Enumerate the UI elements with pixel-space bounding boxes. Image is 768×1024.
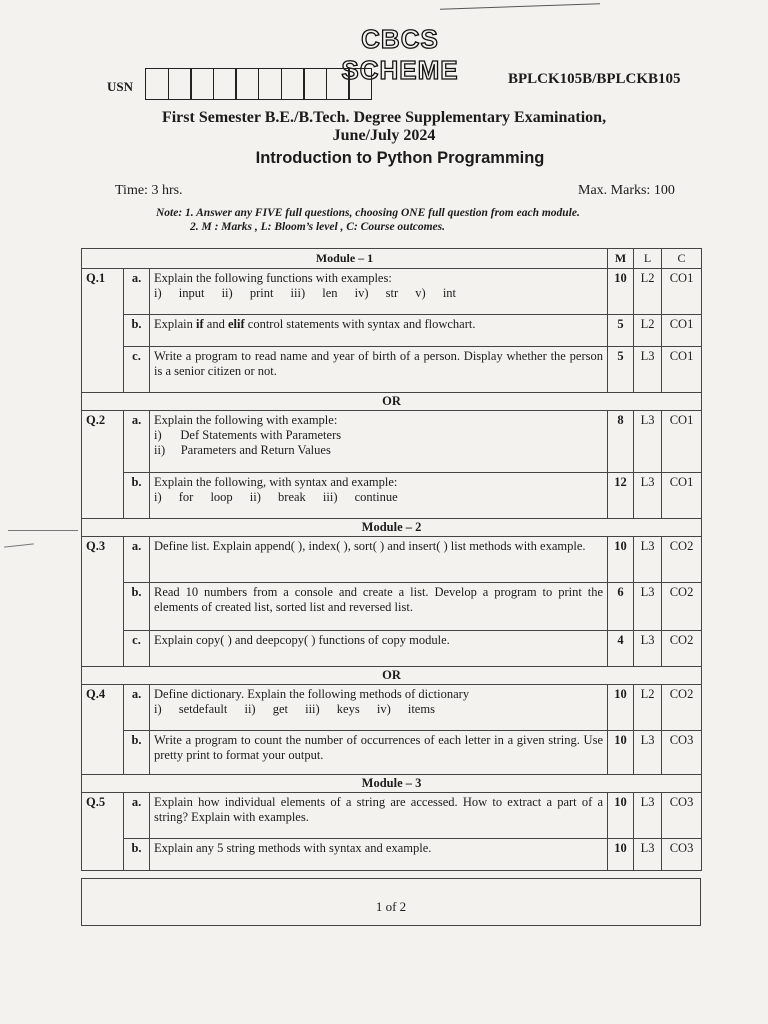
- question-text: Write a program to read name and year of birth of a person. Display whether the person is a senior citizen or not.: [150, 347, 608, 393]
- question-text: Explain copy( ) and deepcopy( ) functions of copy module.: [150, 631, 608, 667]
- usn-box: [235, 68, 259, 100]
- usn-box: [303, 68, 327, 100]
- time-allowed: Time: 3 hrs.: [115, 183, 183, 198]
- table-row: [82, 583, 702, 631]
- question-text: [150, 269, 608, 315]
- marks-col-header: M: [608, 249, 634, 269]
- table-row: [82, 537, 702, 583]
- paper-code: BPLCK105B/BPLCKB105: [508, 71, 681, 87]
- table-row: [82, 685, 702, 731]
- table-row: [82, 793, 702, 839]
- marks-value: 6: [608, 583, 634, 631]
- question-line: Explain the following, with syntax and example:: [154, 475, 398, 489]
- table-row: [82, 269, 702, 315]
- part-label: a.: [124, 685, 150, 731]
- usn-box: [281, 68, 305, 100]
- table-row: [82, 315, 702, 347]
- exam-title-line1: First Semester B.E./B.Tech. Degree Supplementary Examination,: [161, 109, 607, 126]
- question-text: [150, 685, 608, 731]
- part-label: c.: [124, 347, 150, 393]
- question-text-and: and: [203, 317, 228, 331]
- question-text: Read 10 numbers from a console and create a list. Develop a program to print the elements of created list, sorted list and reversed list.: [150, 583, 608, 631]
- bloom-level: L3: [634, 731, 662, 775]
- part-label: b.: [124, 839, 150, 871]
- bloom-level: L2: [634, 315, 662, 347]
- keyword-if: if: [196, 317, 204, 331]
- page-footer: [81, 878, 701, 926]
- part-label: b.: [124, 583, 150, 631]
- module-heading: Module – 3: [82, 775, 702, 793]
- scan-mark-line: [440, 3, 600, 10]
- question-subitem: i) Def Statements with Parameters: [154, 428, 342, 442]
- bloom-level: L3: [634, 411, 662, 473]
- question-subitem: ii) Parameters and Return Values: [154, 443, 331, 457]
- question-text-post: control statements with syntax and flowchart.: [244, 317, 476, 331]
- table-row: [82, 667, 702, 685]
- question-text: Explain any 5 string methods with syntax and example.: [150, 839, 608, 871]
- usn-box: [213, 68, 237, 100]
- or-separator: OR: [82, 393, 702, 411]
- usn-boxes: [145, 68, 371, 100]
- table-row: [82, 347, 702, 393]
- course-outcome: CO2: [662, 631, 702, 667]
- table-row: [82, 473, 702, 519]
- course-outcome: CO1: [662, 269, 702, 315]
- bloom-level: L2: [634, 685, 662, 731]
- bloom-level: L3: [634, 631, 662, 667]
- scan-mark-line: [4, 543, 34, 547]
- bloom-level: L3: [634, 793, 662, 839]
- bloom-level: L3: [634, 537, 662, 583]
- question-text-pre: Explain: [154, 317, 197, 331]
- subject-title: Introduction to Python Programming: [255, 149, 545, 167]
- marks-value: 10: [608, 269, 634, 315]
- marks-value: 12: [608, 473, 634, 519]
- scan-mark-line: [8, 530, 78, 531]
- course-outcome: CO2: [662, 583, 702, 631]
- course-outcome: CO3: [662, 793, 702, 839]
- course-outcome: CO1: [662, 473, 702, 519]
- course-outcome: CO3: [662, 839, 702, 871]
- usn-box: [145, 68, 169, 100]
- table-row: [82, 249, 702, 269]
- marks-value: 5: [608, 315, 634, 347]
- question-number: Q.5: [82, 793, 124, 871]
- marks-value: 10: [608, 793, 634, 839]
- usn-label: USN: [107, 79, 134, 94]
- usn-box: [168, 68, 192, 100]
- question-text: [150, 315, 608, 347]
- table-row: [82, 393, 702, 411]
- question-text: Write a program to count the number of occurrences of each letter in a given string. Use pretty print to format your output.: [150, 731, 608, 775]
- part-label: b.: [124, 731, 150, 775]
- course-outcome: CO1: [662, 347, 702, 393]
- keyword-elif: elif: [227, 317, 245, 331]
- table-row: [82, 731, 702, 775]
- part-label: a.: [124, 537, 150, 583]
- instruction-note-2: 2. M : Marks , L: Bloom’s level , C: Course outcomes.: [190, 221, 446, 233]
- bloom-level: L3: [634, 347, 662, 393]
- level-col-header: L: [634, 249, 662, 269]
- course-outcome: CO1: [662, 411, 702, 473]
- exam-title-line2: June/July 2024: [332, 127, 436, 144]
- question-number: Q.2: [82, 411, 124, 519]
- table-row: [82, 411, 702, 473]
- usn-box: [326, 68, 350, 100]
- module-heading: Module – 2: [82, 519, 702, 537]
- question-text: [150, 473, 608, 519]
- marks-value: 10: [608, 839, 634, 871]
- question-number: Q.3: [82, 537, 124, 667]
- bloom-level: L3: [634, 583, 662, 631]
- max-marks: Max. Marks: 100: [578, 183, 675, 198]
- question-subitems: i) input ii) print iii) len iv) str v) int: [154, 286, 457, 300]
- question-text: Explain how individual elements of a string are accessed. How to extract a part of a string? Explain with examples.: [150, 793, 608, 839]
- usn-box: [348, 68, 372, 100]
- marks-value: 5: [608, 347, 634, 393]
- page-number: 1 of 2: [375, 899, 407, 914]
- question-line: Explain the following functions with examples:: [154, 271, 392, 285]
- part-label: a.: [124, 793, 150, 839]
- question-text: Define list. Explain append( ), index( ), sort( ) and insert( ) list methods with example.: [150, 537, 608, 583]
- marks-value: 10: [608, 685, 634, 731]
- bloom-level: L3: [634, 839, 662, 871]
- question-number: Q.1: [82, 269, 124, 393]
- usn-box: [190, 68, 214, 100]
- marks-value: 8: [608, 411, 634, 473]
- instruction-note-1: Note: 1. Answer any FIVE full questions, choosing ONE full question from each module.: [156, 207, 580, 219]
- part-label: a.: [124, 411, 150, 473]
- course-outcome: CO3: [662, 731, 702, 775]
- course-outcome: CO1: [662, 315, 702, 347]
- marks-value: 4: [608, 631, 634, 667]
- course-outcome: CO2: [662, 537, 702, 583]
- marks-value: 10: [608, 731, 634, 775]
- co-col-header: C: [662, 249, 702, 269]
- table-row: [82, 775, 702, 793]
- bloom-level: L2: [634, 269, 662, 315]
- question-subitems: i) setdefault ii) get iii) keys iv) items: [154, 702, 435, 716]
- usn-box: [258, 68, 282, 100]
- marks-value: 10: [608, 537, 634, 583]
- module-heading: Module – 1: [82, 249, 608, 269]
- part-label: a.: [124, 269, 150, 315]
- table-row: [82, 519, 702, 537]
- question-line: Explain the following with example:: [154, 413, 338, 427]
- course-outcome: CO2: [662, 685, 702, 731]
- table-row: [82, 839, 702, 871]
- part-label: b.: [124, 315, 150, 347]
- question-line: Define dictionary. Explain the following methods of dictionary: [154, 687, 470, 701]
- part-label: b.: [124, 473, 150, 519]
- question-text: [150, 411, 608, 473]
- or-separator: OR: [82, 667, 702, 685]
- question-table: [81, 248, 702, 871]
- scheme-title: CBCS SCHEME: [341, 24, 459, 85]
- table-row: [82, 631, 702, 667]
- question-subitems: i) for loop ii) break iii) continue: [154, 490, 398, 504]
- bloom-level: L3: [634, 473, 662, 519]
- part-label: c.: [124, 631, 150, 667]
- question-number: Q.4: [82, 685, 124, 775]
